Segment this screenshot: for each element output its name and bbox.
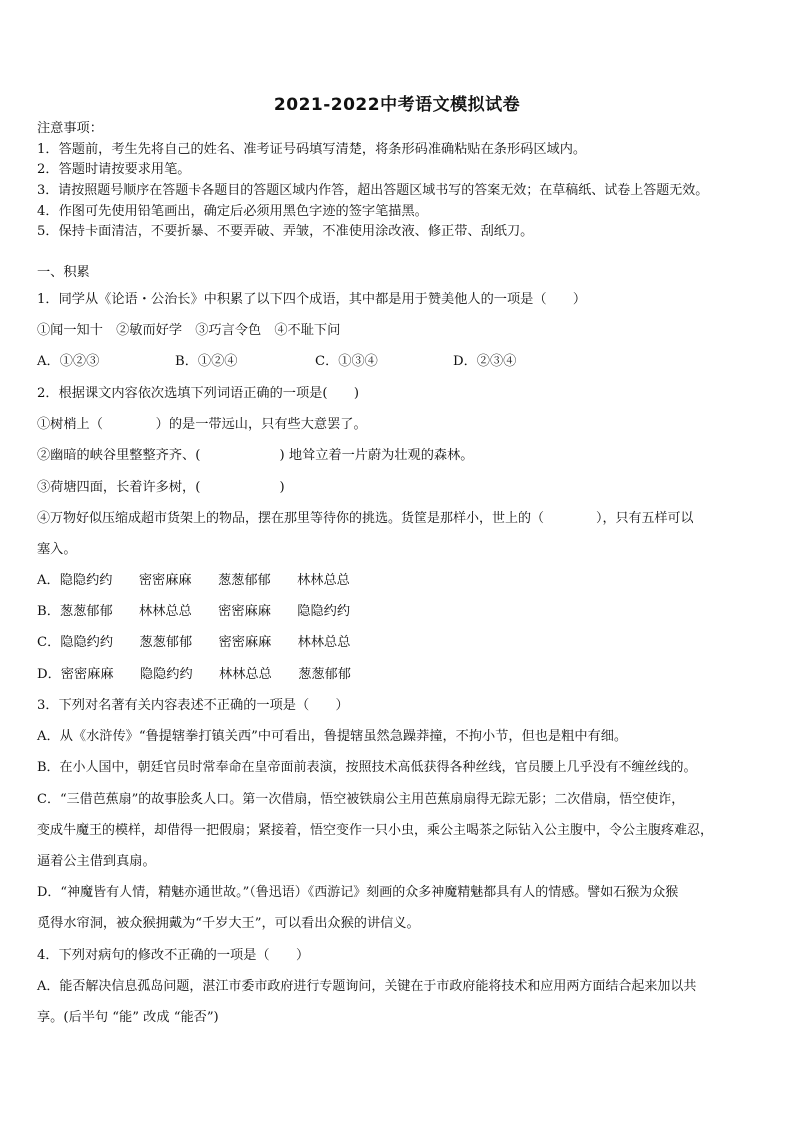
q3-stem: 3．下列对名著有关内容表述不正确的一项是（ ）	[37, 698, 349, 713]
q1-option-a: A．①②③	[37, 354, 100, 369]
q4-stem: 4．下列对病句的修改不正确的一项是（ ）	[37, 948, 310, 963]
section-heading: 一、积累	[37, 265, 90, 280]
q3-option-c-line2: 变成牛魔王的模样，却借得一把假扇；紧接着，悟空变作一只小虫，乘公主喝茶之际钻入公主腹中，令公主腹疼难忍，	[37, 823, 714, 838]
q2-option-c: C．隐隐约约 葱葱郁郁 密密麻麻 林林总总	[37, 635, 351, 650]
q2-option-b: B．葱葱郁郁 林林总总 密密麻麻 隐隐约约	[37, 604, 351, 619]
q4-option-a-line1: A．能否解决信息孤岛问题，湛江市委市政府进行专题询问，关键在于市政府能将技术和应用两方面结合起来加以共	[37, 979, 697, 994]
q2-option-d: D．密密麻麻 隐隐约约 林林总总 葱葱郁郁	[37, 667, 351, 682]
q1-option-b: B．①②④	[175, 354, 238, 369]
notice-item-4: 4．作图可先使用铅笔画出，确定后必须用黑色字迹的签字笔描黑。	[37, 204, 428, 219]
q2-sentence-3: ③荷塘四面，长着许多树，( )	[37, 480, 285, 495]
q2-sentence-1: ①树梢上（ ）的是一带远山，只有些大意罢了。	[37, 417, 367, 432]
q2-sentence-4a: ④万物好似压缩成超市货架上的物品，摆在那里等待你的挑选。货筐是那样小，世上的（ ），只有五样可以	[37, 511, 694, 526]
page-title: 2021-2022中考语文模拟试卷	[273, 95, 521, 115]
q1-items: ①闻一知十 ②敏而好学 ③巧言令色 ④不耻下问	[37, 323, 341, 338]
notice-item-3: 3．请按照题号顺序在答题卡各题目的答题区域内作答，超出答题区域书写的答案无效；在草稿纸、试卷上答题无效。	[37, 183, 709, 198]
notice-item-1: 1．答题前，考生先将自己的姓名、准考证号码填写清楚，将条形码准确粘贴在条形码区域内。	[37, 142, 587, 157]
q3-option-d-line1: D．“神魔皆有人情，精魅亦通世故。”（鲁迅语）《西游记》刻画的众多神魔精魅都具有人的情感。譬如石猴为众猴	[37, 885, 679, 900]
q1-option-c: C．①③④	[315, 354, 378, 369]
q2-sentence-2: ②幽暗的峡谷里整整齐齐、( ) 地耸立着一片蔚为壮观的森林。	[37, 448, 474, 463]
notice-heading: 注意事项：	[37, 121, 103, 136]
q2-sentence-4b: 塞入。	[37, 542, 77, 557]
q3-option-c-line3: 逼着公主借到真扇。	[37, 854, 156, 869]
q1-option-d: D．②③④	[453, 354, 517, 369]
q3-option-a: A．从《水浒传》“鲁提辖拳打镇关西”中可看出，鲁提辖虽然急躁莽撞，不拘小节，但也是粗中有细。	[37, 729, 628, 744]
q3-option-c-line1: C．“三借芭蕉扇”的故事脍炙人口。第一次借扇，悟空被铁扇公主用芭蕉扇扇得无踪无影；二次借扇，悟空使诈，	[37, 792, 685, 807]
q3-option-d-line2: 觅得水帘洞，被众猴拥戴为“千岁大王”，可以看出众猴的讲信义。	[37, 916, 420, 931]
q3-option-b: B．在小人国中，朝廷官员时常奉命在皇帝面前表演，按照技术高低获得各种丝线，官员腰上几乎没有不缠丝线的。	[37, 760, 697, 775]
q1-stem: 1．同学从《论语・公治长》中积累了以下四个成语，其中都是用于赞美他人的一项是（ ）	[37, 292, 587, 307]
notice-item-5: 5．保持卡面清洁，不要折暴、不要弄破、弄皱，不准使用涂改液、修正带、刮纸刀。	[37, 224, 534, 239]
q2-option-a: A．隐隐约约 密密麻麻 葱葱郁郁 林林总总	[37, 573, 350, 588]
q1-options	[37, 354, 516, 370]
notice-item-2: 2．答题时请按要求用笔。	[37, 162, 191, 177]
q4-option-a-line2: 享。(后半句 “能” 改成 “能否”)	[37, 1010, 219, 1025]
q2-stem: 2．根据课文内容依次选填下列词语正确的一项是( )	[37, 386, 359, 401]
